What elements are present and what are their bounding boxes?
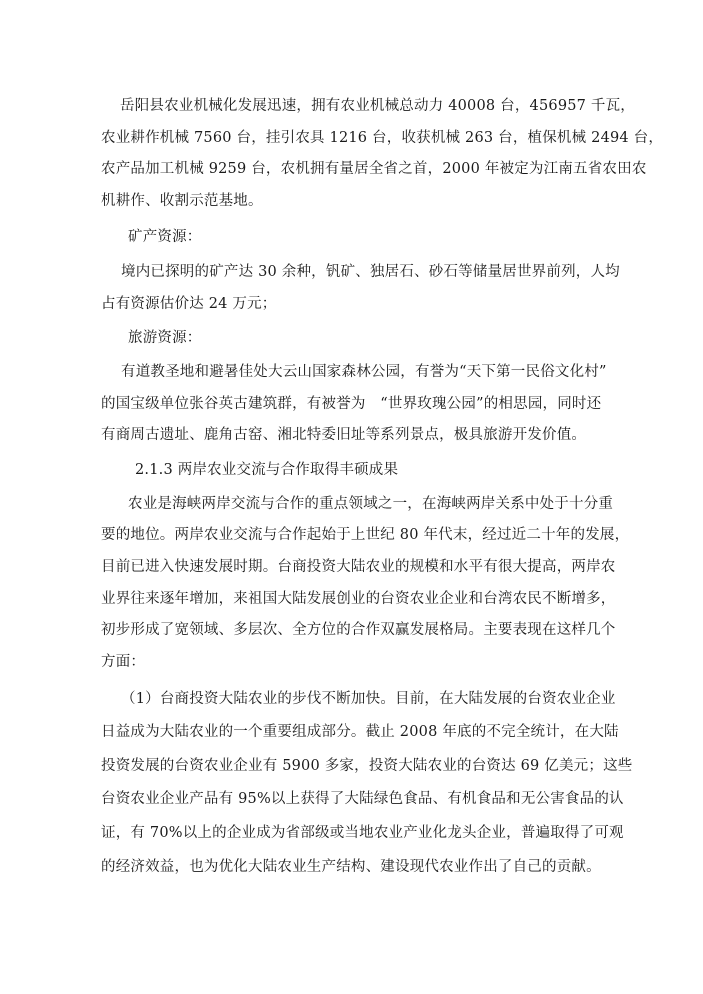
para-cross-strait-line-3: 目前已进入快速发展时期。台商投资大陆农业的规模和水平有很大提高，两岸农	[101, 559, 616, 575]
para-cross-strait-line-1: 农业是海峡两岸交流与合作的重点领域之一，在海峡两岸关系中处于十分重	[128, 496, 614, 512]
para-cross-strait-line-6: 方面：	[101, 654, 146, 670]
para-cross-strait-line-5: 初步形成了宽领域、多层次、全方位的合作双赢发展格局。主要表现在这样几个	[101, 622, 616, 638]
para-investment-line-6: 的经济效益，也为优化大陆农业生产结构、建设现代农业作出了自己的贡献。	[101, 859, 601, 875]
para-machinery-line-1: 岳阳县农业机械化发展迅速，拥有农业机械总动力 40008 台，456957 千瓦，	[120, 98, 636, 114]
para-cross-strait-line-4: 业界往来逐年增加，来祖国大陆发展创业的台资农业企业和台湾农民不断增多，	[101, 591, 616, 607]
para-mineral-line-1: 境内已探明的矿产达 30 余种，钒矿、独居石、砂石等储量居世界前列，人均	[121, 264, 620, 280]
para-investment-line-2: 日益成为大陆农业的一个重要组成部分。截止 2008 年底的不完全统计，在大陆	[101, 724, 619, 740]
para-tourism-line-3: 有商周古遗址、鹿角古窑、湘北特委旧址等系列景点，极具旅游开发价值。	[101, 427, 587, 443]
heading-tourism-resources: 旅游资源：	[128, 330, 202, 346]
heading-mineral-resources: 矿产资源：	[128, 229, 202, 245]
para-tourism-line-2: 的国宝级单位张谷英古建筑群，有被誉为 “世界玫瑰公园”的相思园，同时还	[101, 396, 602, 412]
section-heading-2-1-3: 2.1.3 两岸农业交流与合作取得丰硕成果	[135, 462, 399, 478]
para-mineral-line-2: 占有资源估价达 24 万元；	[101, 296, 277, 312]
para-investment-line-1: （1）台商投资大陆农业的步伐不断加快。目前，在大陆发展的台资农业企业	[121, 691, 616, 707]
para-investment-line-4: 台资农业企业产品有 95%以上获得了大陆绿色食品、有机食品和无公害食品的认	[101, 791, 624, 807]
para-machinery-line-2: 农业耕作机械 7560 台，挂引农具 1216 台，收获机械 263 台，植保机械 2494 台，	[101, 130, 664, 146]
para-investment-line-3: 投资发展的台资农业企业有 5900 多家，投资大陆农业的台资达 69 亿美元；这些	[101, 758, 633, 774]
para-tourism-line-1: 有道教圣地和避暑佳处大云山国家森林公园，有誉为“天下第一民俗文化村”	[121, 364, 607, 380]
para-cross-strait-line-2: 要的地位。两岸农业交流与合作起始于上世纪 80 年代末，经过近二十年的发展，	[101, 527, 630, 543]
para-machinery-line-3: 农产品加工机械 9259 台，农机拥有量居全省之首，2000 年被定为江南五省农田农	[101, 161, 647, 177]
para-machinery-line-4: 机耕作、收割示范基地。	[101, 193, 263, 209]
para-investment-line-5: 证，有 70%以上的企业成为省部级或当地农业产业化龙头企业，普遍取得了可观	[101, 825, 624, 841]
